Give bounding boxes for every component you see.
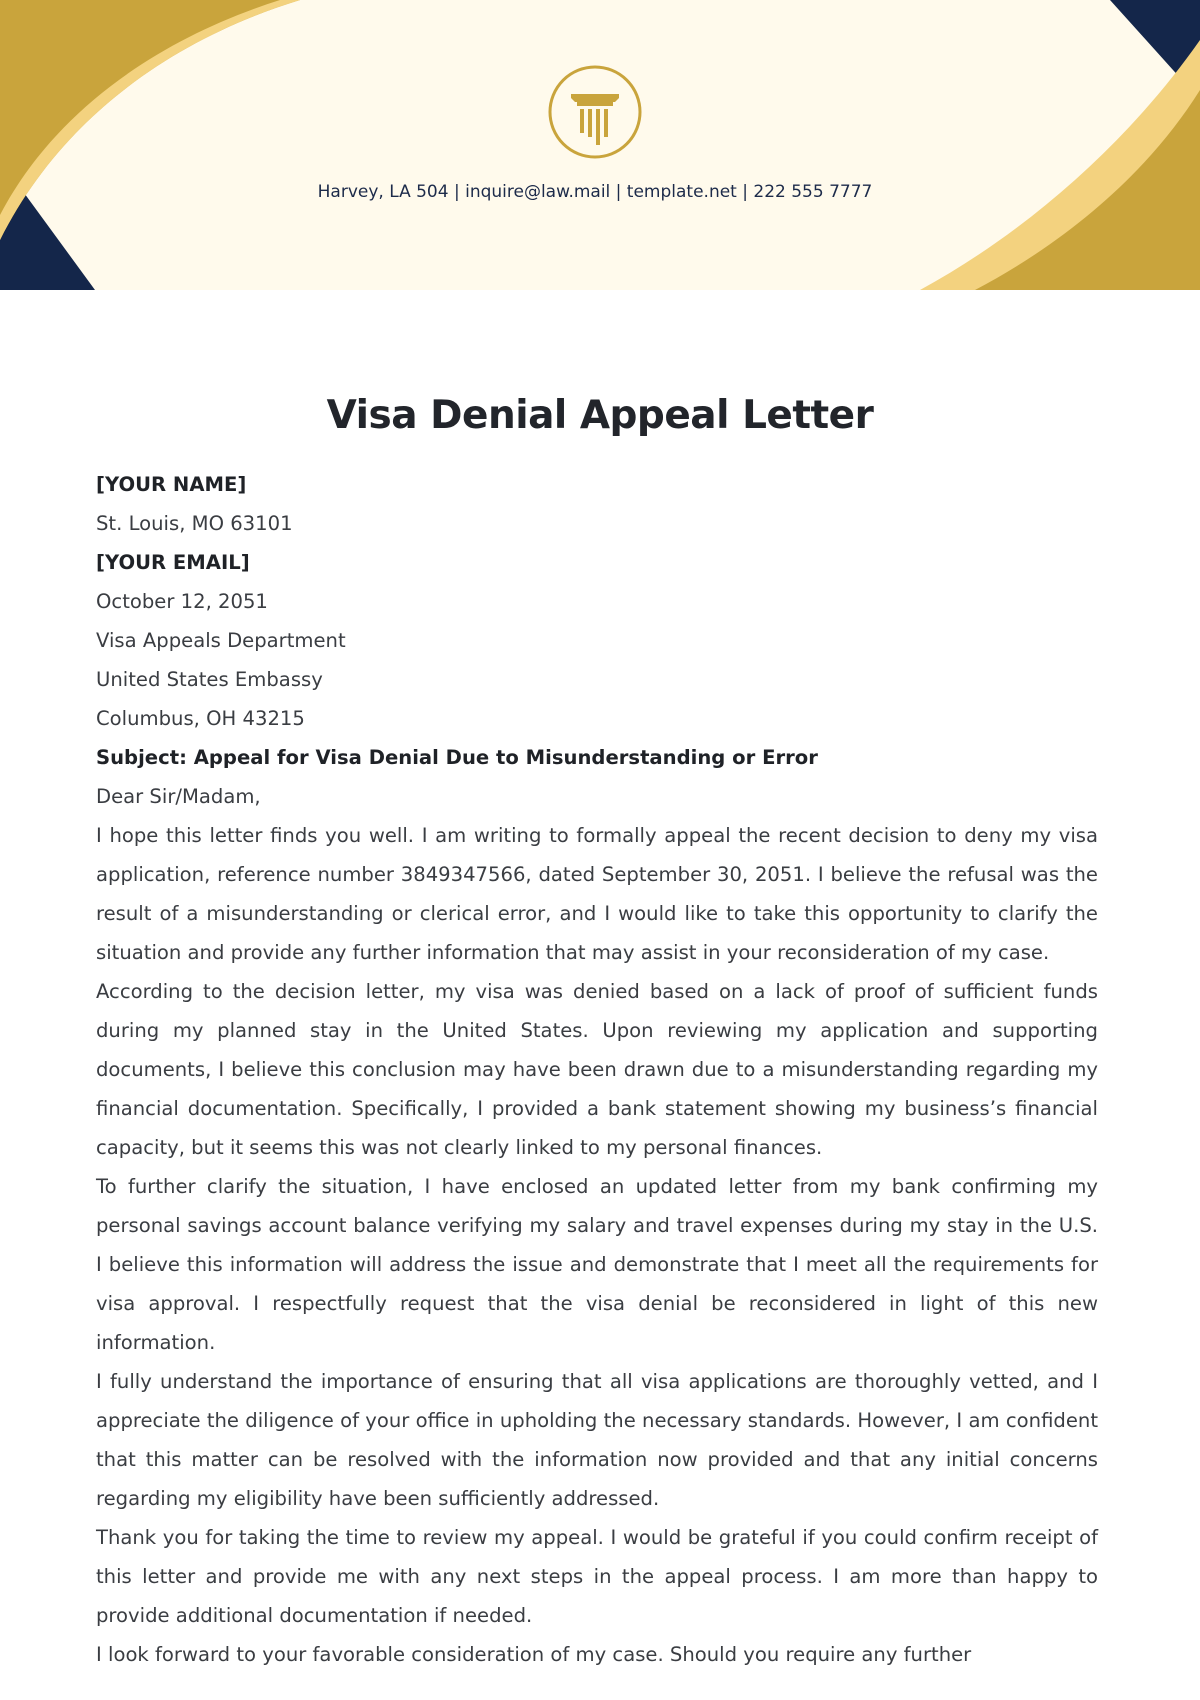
body-paragraph: According to the decision letter, my visa was denied based on a lack of proof of sufficient funds during my planned stay in the United States. Upon reviewing my application and supporting documents, I believe this conclusion may have been drawn due to a misunderstanding regarding my financial documentation. Specifically, I provided a bank statement showing my business’s financial capacity, but it seems this was not clearly linked to my personal finances. (96, 980, 1098, 1159)
letter-title: Visa Denial Appeal Letter (326, 393, 874, 438)
body-paragraph: To further clarify the situation, I have enclosed an updated letter from my bank confirming my personal savings account balance verifying my salary and travel expenses during my stay in the U.S. I believe this information will address the issue and demonstrate that I meet all the requirements for visa approval. I respectfully request that the visa denial be reconsidered in light of this new information. (96, 1175, 1098, 1354)
letterhead (0, 0, 1200, 290)
letter-date: October 12, 2051 (96, 590, 268, 613)
recipient-organization: United States Embassy (96, 668, 323, 691)
sender-email: [YOUR EMAIL] (96, 551, 250, 574)
pillar-logo-icon (547, 64, 643, 160)
letter-body (96, 465, 1098, 1674)
contact-info: Harvey, LA 504 | inquire@law.mail | template.net | 222 555 7777 (317, 182, 873, 202)
recipient-address: Columbus, OH 43215 (96, 707, 305, 730)
recipient-department: Visa Appeals Department (96, 629, 346, 652)
salutation: Dear Sir/Madam, (96, 785, 261, 808)
body-paragraph: Thank you for taking the time to review my appeal. I would be grateful if you could confirm receipt of this letter and provide me with any next steps in the appeal process. I am more than happy to provide additional documentation if needed. (96, 1526, 1098, 1627)
sender-address: St. Louis, MO 63101 (96, 512, 293, 535)
body-paragraph: I hope this letter finds you well. I am writing to formally appeal the recent decision to deny my visa application, reference number 3849347566, dated September 30, 2051. I believe the refusal was the result of a misunderstanding or clerical error, and I would like to take this opportunity to clarify the situation and provide any further information that may assist in your reconsideration of my case. (96, 824, 1098, 964)
body-paragraph: I fully understand the importance of ensuring that all visa applications are thoroughly vetted, and I appreciate the diligence of your office in upholding the necessary standards. However, I am confident that this matter can be resolved with the information now provided and that any initial concerns regarding my eligibility have been sufficiently addressed. (96, 1370, 1098, 1510)
body-paragraph: I look forward to your favorable consideration of my case. Should you require any further (96, 1643, 972, 1666)
letter-subject: Subject: Appeal for Visa Denial Due to Misunderstanding or Error (96, 746, 818, 769)
sender-name: [YOUR NAME] (96, 473, 247, 496)
